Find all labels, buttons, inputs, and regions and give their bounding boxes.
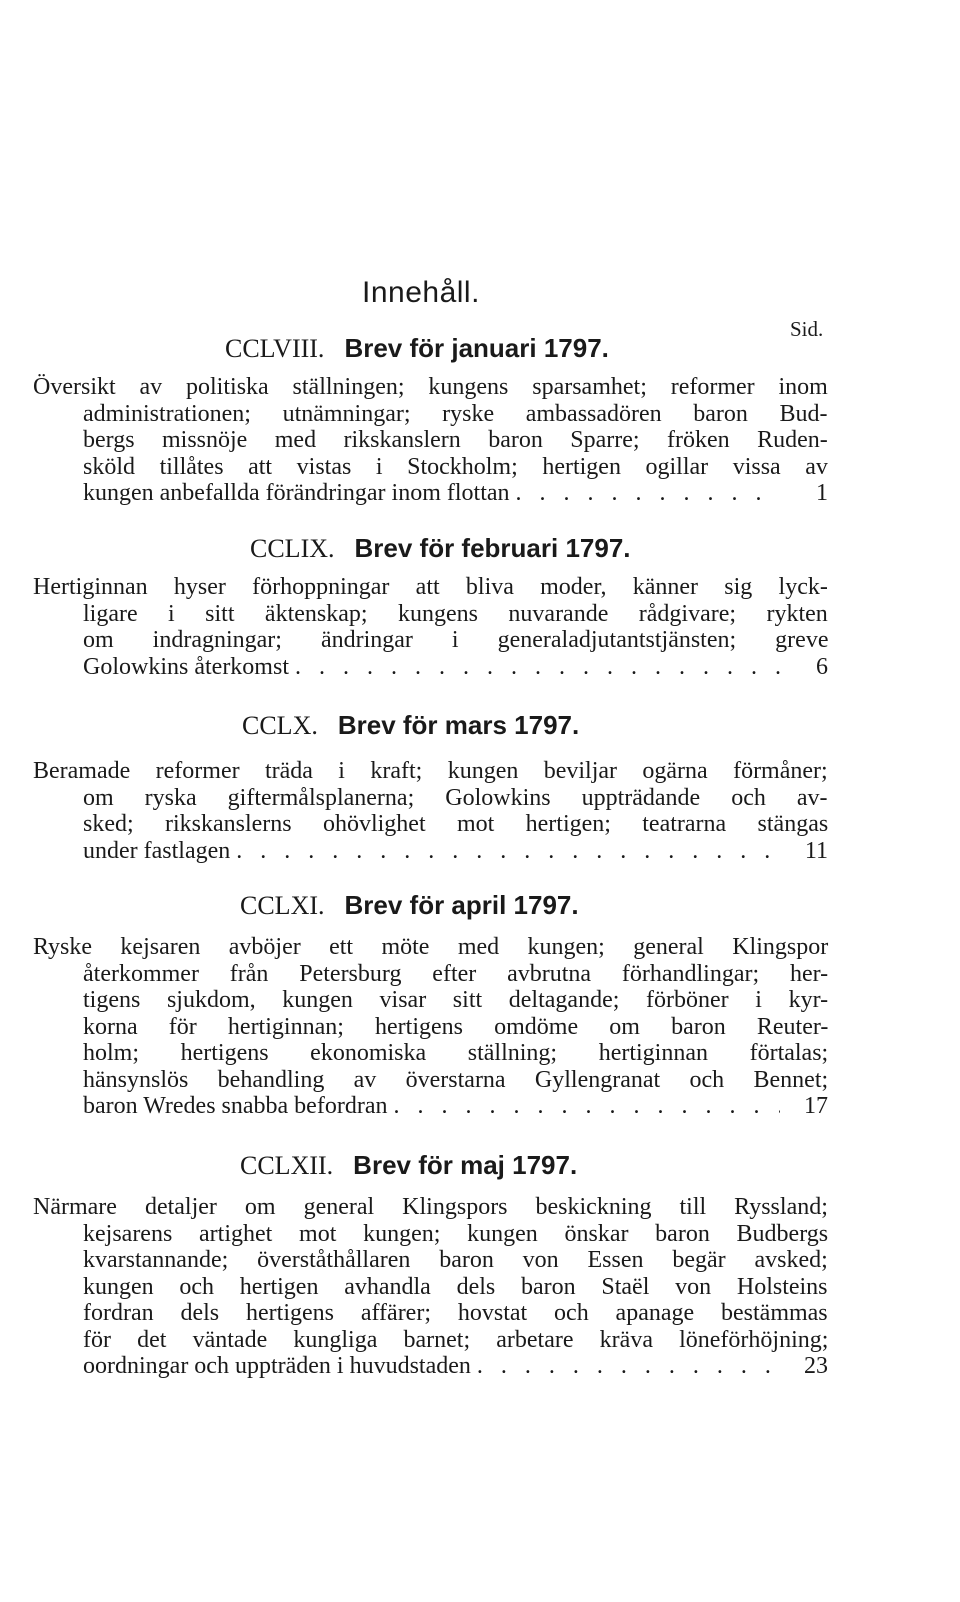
summary-line: sköld tillåtes att vistas i Stockholm; hertigen ogillar vissa av <box>83 453 828 480</box>
section-summary <box>33 934 828 1120</box>
summary-line: fordran dels hertigens affärer; hovstat och apanage bestämmas <box>83 1300 828 1326</box>
summary-last-line <box>33 838 828 865</box>
section-heading <box>242 710 579 741</box>
section-title: Brev för februari 1797. <box>354 533 631 563</box>
page-column-label: Sid. <box>790 317 824 341</box>
summary-line: kungen anbefallda förändringar inom flottan <box>83 480 510 506</box>
summary-line: ligare i sitt äktenskap; kungens nuvarande rådgivare; rykten <box>83 600 828 627</box>
summary-line: korna för hertiginnan; hertigens omdöme om baron Reuter- <box>83 1013 829 1040</box>
summary-line: återkommer från Petersburg efter avbrutna förhandlingar; her- <box>83 960 829 987</box>
summary-line: tigens sjukdom, kungen visar sitt deltagande; förböner i kyr- <box>83 987 829 1013</box>
page-number: 1 <box>816 480 828 506</box>
section-heading <box>250 533 631 564</box>
section-number: CCLXI. <box>240 891 325 920</box>
section-summary <box>33 1194 828 1380</box>
summary-line: Hertiginnan hyser förhoppningar att bliva moder, känner sig lyck- <box>33 574 828 600</box>
summary-line: kungen och hertigen avhandla dels baron Staël von Holsteins <box>83 1273 828 1300</box>
summary-line: kvarstannande; överståthållaren baron von Essen begär avsked; <box>83 1247 828 1273</box>
section-number: CCLX. <box>242 711 318 740</box>
section-number: CCLXII. <box>240 1151 334 1180</box>
section-title: Brev för mars 1797. <box>337 710 580 740</box>
page-number: 11 <box>804 837 828 864</box>
summary-last-line <box>33 1353 828 1380</box>
summary-line: om indragningar; ändringar i generaladjutantstjänsten; greve <box>83 627 829 653</box>
dot-leader <box>230 838 780 865</box>
summary-line: oordningar och uppträden i huvudstaden <box>83 1353 471 1379</box>
dot-leader <box>289 654 780 681</box>
summary-line: administrationen; utnämningar; ryske ambassadören baron Bud- <box>83 400 828 427</box>
summary-line: baron Wredes snabba befordran <box>83 1093 388 1119</box>
section-heading <box>225 333 609 364</box>
section-summary <box>33 374 828 507</box>
section-heading <box>240 890 579 921</box>
section-title: Brev för maj 1797. <box>353 1150 578 1180</box>
dot-leader <box>510 480 780 507</box>
section-summary <box>33 574 828 680</box>
summary-line: bergs missnöje med rikskanslern baron Sparre; fröken Ruden- <box>83 427 828 453</box>
dot-leader <box>387 1093 780 1120</box>
summary-line: om ryska giftermålsplanerna; Golowkins uppträdande och av- <box>83 784 828 811</box>
page-number: 17 <box>804 1093 828 1119</box>
page-title: Innehåll. <box>362 276 480 309</box>
summary-line: för det väntade kungliga barnet; arbetare kräva löneförhöjning; <box>83 1326 829 1353</box>
section-heading <box>240 1150 577 1181</box>
summary-last-line <box>33 1093 828 1120</box>
section-number: CCLIX. <box>250 534 335 563</box>
summary-line: under fastlagen <box>83 837 231 864</box>
dot-leader <box>471 1353 780 1380</box>
summary-line: Beramade reformer träda i kraft; kungen beviljar ogärna förmåner; <box>33 758 828 784</box>
summary-line: holm; hertigens ekonomiska ställning; hertiginnan förtalas; <box>83 1040 829 1066</box>
page-number: 23 <box>804 1353 828 1379</box>
page-number: 6 <box>816 653 828 680</box>
section-summary <box>33 758 828 864</box>
section-title: Brev för januari 1797. <box>344 333 609 363</box>
summary-last-line <box>33 480 828 507</box>
summary-line: Översikt av politiska ställningen; kungens sparsamhet; reformer inom <box>33 374 828 400</box>
summary-last-line <box>33 654 828 681</box>
summary-line: hänsynslös behandling av överstarna Gyllengranat och Bennet; <box>83 1066 829 1093</box>
summary-line: sked; rikskanslerns ohövlighet mot hertigen; teatrarna stängas <box>83 811 829 837</box>
summary-line: kejsarens artighet mot kungen; kungen önskar baron Budbergs <box>83 1220 829 1247</box>
section-number: CCLVIII. <box>225 334 325 363</box>
summary-line: Närmare detaljer om general Klingspors beskickning till Ryssland; <box>33 1194 828 1220</box>
summary-line: Golowkins återkomst <box>83 653 289 680</box>
summary-line: Ryske kejsaren avböjer ett möte med kungen; general Klingspor <box>33 934 829 960</box>
section-title: Brev för april 1797. <box>344 890 579 920</box>
